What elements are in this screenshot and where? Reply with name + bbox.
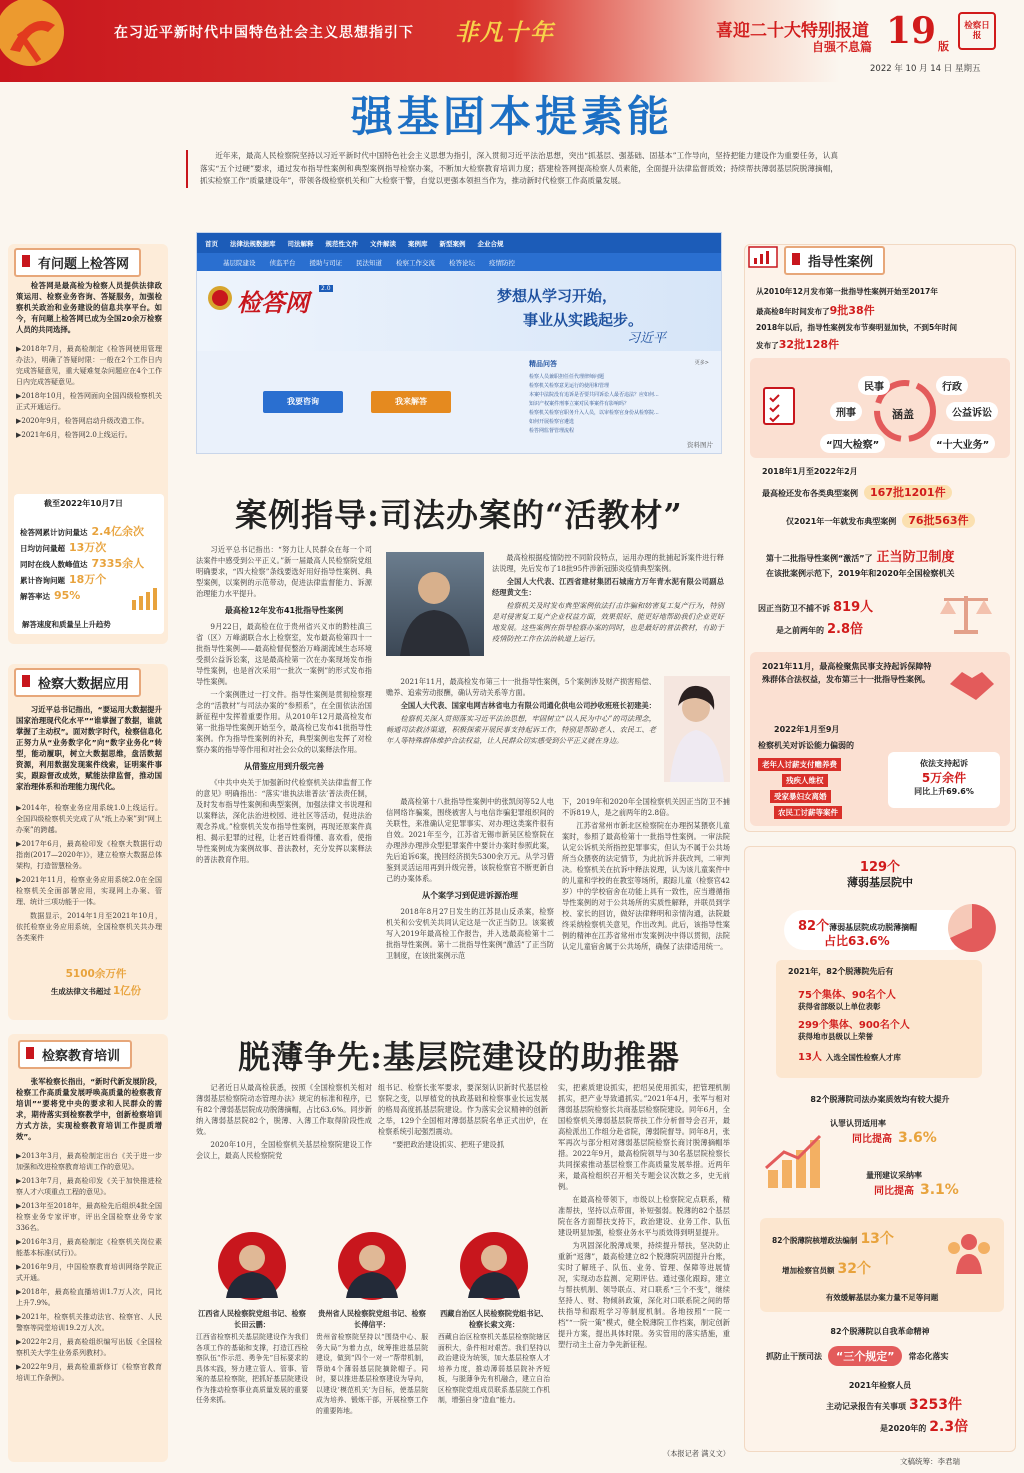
- pie-share-icon: [944, 900, 1000, 956]
- support-value: 5万余件: [921, 771, 967, 785]
- ring-item: 公益诉讼: [946, 402, 998, 421]
- paragraph: 组书记、检察长张军要求，要深刻认识新时代基层检察院之变，以厚植党的执政基础和检察事业长远发展的格局高度抓基层院建设。作为落实会议精神的创新之举，129个全国相对薄弱基层院名单正式出炉，在检察系统引起强烈震动。: [378, 1083, 548, 1136]
- civil-group: 受家暴妇女离婚: [770, 790, 831, 803]
- training-item: ▶2016年9月，中国检察教育培训网络学院正式开通。: [16, 1263, 162, 1282]
- nav-item[interactable]: 侦监平台: [269, 258, 296, 267]
- training-tag: 检察教育培训: [18, 1040, 132, 1069]
- civil-period: 2022年1月至9月: [774, 725, 840, 734]
- paragraph: 2018年8月27日发生的江苏昆山反杀案，检察机关和公安机关共同认定这是一次正当防卫。该案被写入2019年最高检工作报告，并入选最高检第十二批指导性案例。第十二批指导性案例“激活”了正当防卫制度，在该批案例示范: [386, 907, 554, 960]
- chart-board-icon: [748, 246, 778, 268]
- article1-col2: [386, 796, 554, 963]
- stat-row: 同时在线人数峰值达 7335余人: [20, 557, 145, 570]
- training-item: ▶2022年2月，最高检组织编写出版《全国检察机关大学生业务系列教材》。: [16, 1338, 162, 1357]
- civil-group: 残疾人维权: [782, 774, 828, 787]
- qa-body: [16, 280, 162, 444]
- spirit-line: 82个脱薄院以自我革命精神: [830, 1327, 930, 1336]
- qa-list-item[interactable]: 检察人员兼职担任任代理律师问题: [529, 374, 605, 380]
- portal-nav-bottom: [197, 253, 721, 271]
- paragraph: 为巩固深化脱薄成果，持续提升帮扶，坚决防止重新“返薄”，最高检建立82个脱薄院巩固提升台账，实时了解班子、队伍、业务、管理、保障等进展情况，实现动态监测、定期评估。通过强化跟踪，建立与帮扶机制、领导联点、对口联系“三个不变”，继续坚持人、财、物倾斜政策，深化对口联系院之间的帮扶指导和跟班学习等制度机制。各地按照“一院一档”“一院一策”模式，健全脱薄院工作档案，制定创新提升方案，提出具体时限。务实管用的落实措施，重塑行动主土奋力争先新征程。: [558, 1241, 730, 1349]
- quote-person: 全国人大代表、国家电网吉林省电力有限公司通化供电公司抄收班班长初建美：: [400, 701, 656, 710]
- award-item: 13人 入选全国性检察人才库: [798, 1052, 901, 1063]
- qa-list-item[interactable]: 本案中法院没有追诉是否要共同诉讼人最否违法？应如何...: [529, 392, 659, 398]
- stat-row: 累计咨询问题 18万个: [20, 573, 107, 586]
- ring-item: 民事: [858, 376, 890, 395]
- bar-growth-icon: [764, 1130, 824, 1190]
- qa-stats-foot: 解答速度和质量呈上升趋势: [22, 620, 111, 629]
- record-year: 2021年检察人员: [848, 1381, 912, 1390]
- portrait-caption-title: 贵州省人民检察院党组书记、检察长傅信平：: [318, 1309, 426, 1329]
- civil-line: 检察机关对诉讼能力偏弱的: [758, 741, 854, 750]
- portrait-caption-text: 西藏自治区检察机关基层检察院辖区面积大，条件相对艰苦。我们坚持以政治建设为统领，加大基层检察人才培养力度，推动薄弱基层院补齐短板，与脱薄争先有机融合，建立自治区检察院党组成员联系基层院工作机制，增强自身“造血”能力。: [438, 1333, 550, 1404]
- decade-logo: 非凡十年: [455, 19, 555, 46]
- weak-count: 129个: [859, 860, 901, 875]
- portrait-card-guizhou: [316, 1226, 428, 1462]
- photo-credit: 资料图片: [687, 441, 713, 449]
- defense-line3: 因正当防卫不捕不诉 819人: [758, 600, 874, 615]
- qa-stats-date: 截至2022年10月7日: [44, 499, 123, 508]
- checklist-icon: [762, 386, 798, 426]
- weak-success-line: 82个薄弱基层院成功脱薄摘帽: [798, 919, 918, 934]
- training-lead: 张军检察长指出，“新时代新发展阶段，检察工作高质量发展呼唤高质量的检察教育培训”“要将党中央的要求和人民群众的需求，期待落实到检察教学中，创新检察培训方式方法，实现检察教育培训工作提质增效”。: [16, 1077, 162, 1141]
- subheading: 从个案学习到促进诉源治理: [422, 891, 518, 900]
- article2-col3: [558, 1082, 730, 1444]
- nav-item[interactable]: 规范性文件: [325, 239, 358, 248]
- portrait-card-jiangxi: [196, 1226, 308, 1462]
- people-group-icon: [944, 1230, 994, 1274]
- article2-title: 脱薄争先:基层院建设的助推器: [238, 1038, 680, 1076]
- portal-qa-list: [529, 359, 709, 436]
- training-item: ▶2013年7月，最高检印发《关于加快推进检察人才六项重点工程的意见》。: [16, 1177, 162, 1196]
- subheading: 最高检12年发布41批指导性案例: [224, 606, 344, 615]
- portal-logo: 检答网: [237, 288, 309, 317]
- cases-line2: 最高检8年时间发布了9批38件: [756, 304, 875, 317]
- efficiency-2-value: 同比提高 3.1%: [874, 1182, 959, 1198]
- portrait-caption-title: 西藏自治区人民检察院党组书记、检察长索文亮：: [440, 1309, 548, 1329]
- staffing-c: 有效缓解基层办案力量不足等问题: [825, 1293, 939, 1302]
- paragraph: 习近平总书记指出：“努力让人民群众在每一个司法案件中感受到公平正义。”新一届最高人民检察院党组明确要求，“四大检察”条线要选好用好指导性案例、典型案例，以案例的示范带动，促进法律监督能力、诉源治理能力水平提升。: [196, 545, 372, 598]
- article1-photo1-text: [492, 552, 724, 646]
- photo-huang-wensheng: [386, 552, 484, 656]
- qa-list-title: 精品问答: [529, 360, 557, 368]
- efficiency-title: 82个脱薄院司法办案质效均有较大提升: [810, 1095, 950, 1104]
- article1-col1: [196, 544, 372, 1026]
- record-a: 主动记录报告有关事项 3253件: [826, 1397, 962, 1413]
- ring-center: 涵盖: [892, 408, 914, 421]
- support-label: 依法支持起诉: [920, 759, 968, 768]
- training-item: ▶2013年至2018年，最高检先后组织4批全国检察业务专家评审，评出全国检察业务专家336名。: [16, 1202, 162, 1232]
- bigdata-result-line: 生成法律文书超过 1亿份: [50, 985, 142, 997]
- awards-card: [776, 960, 982, 1078]
- training-item: ▶2022年9月，最高检重新修订《检察官教育培训工作条例》。: [16, 1363, 162, 1382]
- training-item: ▶2018年，最高检直播培训1.7万人次，同比上升7.9%。: [16, 1288, 162, 1307]
- paper-logo-text: 检察日报: [964, 21, 990, 41]
- qa-list-item[interactable]: 检察机关检察意见运行的使用和管理: [529, 383, 610, 389]
- staffing-a: 82个脱薄院核增政法编制 13个: [772, 1231, 894, 1247]
- stat-row: 检答网累计访问量达 2.4亿余次: [20, 525, 144, 538]
- paragraph: 江苏省常州市新北区检察院在办理拐某猥亵儿童案时，参照了最高检第十一批指导性案例。一审法院认定公诉机关所指控犯罪事实，但认为不属于公共场所当众猥亵的法定情节，为此抗诉并获改判，二审判决。检察机关在抗诉中释法说理，认为该儿童案件中的儿童和学校的在教室等场所，跟踪儿童（检察官42岁）中的学校宿舍在功能上具有一致性，应当遵循指导性案例的对于公共场所的实质性解释，并联员到学校、家长的回访，做好法律释明和亲情沟通，法院最终采纳检察机关意见，作出改判。此后，该指导性案例的精神在江苏省常州市发案例决中得以贯彻，法院认定儿童宿舍属于公共场所，确保了法律适用统一。: [562, 821, 730, 951]
- article2-col2: [378, 1082, 548, 1152]
- qa-stats-list: [20, 524, 144, 604]
- bigdata-item: 数据显示，2014年1月至2021年10月，依托检察业务应用系统，全国检察机关共办理各类案件: [16, 912, 162, 942]
- series-title: 喜迎二十大特别报道: [716, 21, 869, 41]
- staffing-b: 增加检察官员额 32个: [782, 1261, 871, 1277]
- efficiency-2: 量刑建议采纳率: [866, 1171, 922, 1180]
- photo-chu-jianmei: [664, 676, 730, 782]
- quote-text: 检察机关及时发布典型案例依法打击诈骗和妨害复工复产行为，特别是对侵害复工复产企业权益方面，效果很好、能更好地帮助我们企业更好地发展。这些案例在指导检察办案的同时，也是最好的普法教材，有助于疫情防控工作在法治轨道上运行。: [492, 601, 724, 643]
- civil-text: 2021年11月，最高检聚焦民事支持起诉保障特殊群体合法权益，发布第三十一批指导性案例。: [762, 662, 932, 684]
- paragraph: 最高检第十八批指导性案例中的张凯闵等52人电信网络诈骗案，围绕被害人与电信诈骗犯罪组织间的关联性，来准确认定犯罪事实、对办理这类案件很有自效。2021年至今，江苏省无锡市新吴区检察院在办理涉办理涉众型犯罪案件中要计办案时参照此案，先后追诉6案，挽回经济损失5300余万元。从学习借鉴到灵活运用再到升级完善，该院检察官不断更新自己的办案体系。: [386, 797, 554, 883]
- ring-item: 刑事: [830, 402, 862, 421]
- paragraph: 下，2019年和2020年全国检察机关因正当防卫不捕不诉819人，是之前两年的2.8倍。: [562, 797, 730, 817]
- defense-line4: 是之前两年的 2.8倍: [776, 622, 864, 637]
- masthead-slogan: 在习近平新时代中国特色社会主义思想指引下: [114, 25, 414, 41]
- page-headline: 强基固本提素能: [350, 92, 673, 141]
- paper-logo: [958, 12, 996, 50]
- nav-item[interactable]: 司法解释: [287, 239, 314, 248]
- civil-group: 老年人讨薪支付赡养费: [758, 758, 841, 771]
- masthead: [0, 0, 1024, 82]
- efficiency-1: 认罪认罚适用率: [830, 1119, 886, 1128]
- paragraph: 2020年10月，全国检察机关基层检察院建设工作会议上，最高人民检察院党: [196, 1140, 372, 1160]
- portal-nav-top: [197, 233, 721, 253]
- ask-button[interactable]: 我要咨询: [263, 391, 343, 413]
- portrait-caption-title: 江西省人民检察院党组书记、检察长田云鹏：: [198, 1309, 306, 1329]
- typical-row2: 仅2021年一年就发布典型案例 76批563件: [786, 512, 975, 528]
- awards-year-line: 2021年，82个脱薄院先后有: [788, 967, 894, 976]
- answer-button[interactable]: 我来解答: [371, 391, 451, 413]
- cases-line4: 发布了32批128件: [756, 338, 840, 351]
- portrait-official-icon: [438, 1226, 550, 1302]
- defense-line1: 第十二批指导性案例“激活”了 正当防卫制度: [766, 550, 955, 565]
- nav-item[interactable]: 新型案例: [439, 239, 466, 248]
- award-item: 75个集体、90名个人 获得省部级以上单位表彰: [798, 990, 896, 1011]
- procuratorate-emblem-icon: [207, 285, 233, 311]
- qa-list-item[interactable]: 知识产权案件刑事立案对民事案件有影响吗？: [529, 401, 630, 407]
- efficiency-1-value: 同比提高 3.6%: [852, 1130, 937, 1146]
- award-item: 299个集体、900名个人 获得地市县级以上荣誉: [798, 1020, 910, 1041]
- scale-of-justice-icon: [936, 590, 996, 636]
- nav-item[interactable]: 援助与司证: [309, 258, 342, 267]
- nav-item[interactable]: 案例库: [408, 239, 428, 248]
- stat-row: 日均访问量超 13万次: [20, 541, 107, 554]
- page-number: 19: [886, 10, 937, 52]
- portrait-official-icon: [196, 1226, 308, 1302]
- paragraph: “要把政治建设抓实、把班子建设抓: [392, 1140, 504, 1149]
- nav-item[interactable]: 文件解读: [370, 239, 396, 248]
- qa-item: ▶2020年9月，检答网启动升级改造工作。: [16, 417, 149, 425]
- issue-date: 2022 年 10 月 14 日 星期五: [870, 64, 981, 74]
- qa-list-item[interactable]: 检察机关检察官职务升入人员，以审检察官身份从检察院...: [529, 410, 659, 416]
- section-name: 自强不息篇: [812, 40, 873, 54]
- training-item: ▶2016年3月，最高检制定《检察机关岗位素能基本标准(试行)》。: [16, 1238, 162, 1257]
- qa-lead: 检答网是最高检为检察人员提供法律政策运用、检察业务咨询、答疑服务，加强检察机关政治和业务建设的信息共享平台。如今，有问题上检答网已成为全国20余万检察人员的共同选择。: [16, 281, 162, 334]
- article1-title: 案例指导:司法办案的“活教材”: [235, 496, 683, 534]
- party-emblem-icon: [0, 0, 110, 82]
- nav-item[interactable]: 基层院建设: [223, 258, 256, 267]
- quote-person: 全国人大代表、江西省建材集团石城南方万年青水泥有限公司副总经理黄文生：: [492, 577, 724, 597]
- qa-list-item[interactable]: 如何开展检察官遴选: [529, 419, 575, 425]
- page-unit: 版: [938, 40, 949, 53]
- coverage-ring-card: [750, 358, 1010, 458]
- paragraph: 实，把素质建设抓实，把绍吴使用抓实，把管理机制抓实，把产业导致通抓实。”2021年4月，张军与相对薄弱基层院检察长共商基层检察院建设。同年6月，全国检察机关薄弱基层院帮扶工作分析督导会召开，最高检派出工作组分赴省院，薄弱院督导。同年8月，张军再次与部分相对薄弱基层院检察长商讨脱薄摘帽举措。2022年9月，最高检院领导与30名基层院检察长共同探索推动基层检察工作高质量发展举措。近两年来，最高检组织召开相关专题会议次数之多，史无前例。: [558, 1083, 730, 1191]
- ring-item: 行政: [936, 376, 968, 395]
- lead-paragraph: [186, 150, 838, 188]
- qa-item: ▶2018年7月，最高检制定《检答网使用管理办法》，明确了答疑时限：一般在2个工作日内完成答疑意见，重大疑难复杂问题应在4个工作日内完成答疑意见。: [16, 345, 162, 386]
- portal-slogan-2: 事业从实践起步。: [523, 311, 644, 329]
- typical-period: 2018年1月至2022年2月: [762, 467, 858, 476]
- qa-list-more[interactable]: 更多>: [694, 360, 709, 366]
- article2-byline: [590, 1448, 730, 1461]
- support-bubble: [888, 752, 1000, 808]
- portrait-caption-text: 江西省检察机关基层院建设作为我们各项工作的基础和支撑，打造江西检察队伍“作示范、勇争先”目标要求的具体实践，努力建立管人、管事、管案的基层检察院，把抓好基层院建设作为推动检察事业高质量发展的重要任务来抓。: [196, 1333, 308, 1404]
- stat-row: 解答率达 95%: [20, 589, 81, 602]
- portrait-official-icon: [316, 1226, 428, 1302]
- qa-list-item[interactable]: 检答网监督管理流程: [529, 428, 575, 434]
- civil-support-card: [750, 652, 1010, 826]
- nav-item[interactable]: 检察工作交流: [396, 258, 435, 267]
- article1-col3: [562, 796, 730, 1028]
- ring-item: “四大检察”: [820, 434, 885, 453]
- bigdata-result-value: 5100余万件: [65, 968, 127, 980]
- training-item: ▶2021年，检察机关推动法官、检察官、人民警察等同堂培训19.2万人次。: [16, 1313, 162, 1332]
- paragraph: 一个案例胜过一打文件。指导性案例是贯彻检察理念的“活教材”与司法办案的“参照系”，在全面依法治国新征程中发挥着重要作用。从2010年12月最高检发布第一批指导性案例开始至今，最高检已发布41批指导性案例。作为指导性案例的补充，典型案例也发挥了对检察办案的指导等作用和对社会公众的以案释法作用。: [196, 690, 372, 754]
- bigdata-item: ▶2014年，检察业务应用系统1.0上线运行。全国四级检察机关完成了从“纸上办案”到“网上办案”的跨越。: [16, 804, 162, 834]
- subheading: 从借鉴应用到升级完善: [244, 762, 324, 771]
- typical-row1: 最高检还发布各类典型案例 167批1201件: [762, 484, 952, 500]
- rule-line: 抓防止干预司法 “三个规定” 常态化落实: [766, 1346, 1006, 1366]
- portrait-caption-text: 贵州省检察院坚持以“围绕中心、服务大局”为着力点，统筹推进基层院建设，做到“四个一对一”帮带机制，帮助4个薄弱基层院摘除帽子。同时，要以推进基层检察建设为导向，以建设‘模范机关’为目标，使基层院成为培养、锻炼干部，开展检察工作的重要阵地。: [316, 1333, 428, 1415]
- paragraph: 最高检根据疫情防控不同阶段特点，运用办理的批捕起诉案件进行释法说理，先后发布了18批95件涉新冠肺炎疫情典型案例。: [492, 553, 724, 573]
- nav-item[interactable]: 检答论坛: [449, 258, 475, 267]
- defense-line2: 在该批案例示范下，2019年和2020年全国检察机关: [766, 569, 955, 578]
- portrait-woman-icon: [664, 676, 730, 782]
- civil-group: 农民工讨薪等案件: [774, 806, 842, 819]
- growth-chart-icon: [130, 586, 160, 610]
- weak-success-pill: [784, 910, 970, 950]
- support-growth: 同比上升69.6%: [914, 787, 974, 796]
- weak-share: 占比63.6%: [824, 934, 890, 948]
- paragraph: 《中共中央关于加强新时代检察机关法律监督工作的意见》明确指出：“落实‘谁执法谁普法’普法责任制，及时发布指导性案例和典型案例，加强法律文书说理和以案释法，深化法治进校园、进社区等活动，促进法治观念养成。”检察机关发布指导性案例，再现还原案件真相、揭示犯罪的过程，让老百姓看得懂、喜欢看，使指导性案例成为案例故事、普法教材，充分发挥以案释法的普法教育作用。: [196, 778, 372, 864]
- cases-tag: 指导性案例: [784, 246, 885, 275]
- lead-text: 近年来，最高人民检察院坚持以习近平新时代中国特色社会主义思想为指引，深入贯彻习近平法治思想，突出“抓基层、强基础、固基本”工作导向，坚持把能力建设作为重要任务，认真落实“五个过硬”要求，通过发布指导性案例和典型案例指导检察办案，不断加大检察教育培训力度；搭建检答网提高检察人员素能，全面提升法律监督质效；持续帮扶薄弱基层院脱薄摘帽，抓实检察工作“质量建设年”，带领各级检察机关和广大检察干警，自觉以更强本领担当作为，推动新时代检察工作高质量发展。: [200, 151, 838, 185]
- qa-item: ▶2021年6月，检答网2.0上线运行。: [16, 431, 132, 439]
- training-body: [16, 1076, 162, 1387]
- paragraph: 9月22日，最高检在位于贵州省兴义市的黔桂滇三省（区）万峰湖联合水上检察室，发布最高检第四十一批指导性案例——最高检督促整治万峰湖流域生态环境受损公益诉讼案，这是最高检第一次在办案现场发布指导性案例，也是首次采用“一批次一案例”的形式发布指导性案例。: [196, 622, 372, 686]
- qa-tag: 有问题上检答网: [14, 248, 141, 277]
- portal-screenshot: [196, 232, 722, 454]
- bigdata-body: [16, 704, 162, 947]
- article2-col1: [196, 1082, 372, 1163]
- staffing-card: [760, 1218, 1004, 1312]
- byline: （本报记者 满义文）: [663, 1449, 730, 1458]
- nav-item[interactable]: 企业合规: [477, 239, 504, 248]
- training-item: ▶2013年3月，最高检制定出台《关于进一步加强和改进检察教育培训工作的意见》。: [16, 1152, 162, 1171]
- editor-credit: 文稿统筹：李君瑞: [900, 1457, 960, 1466]
- bigdata-item: ▶2017年6月，最高检印发《检察大数据行动指南(2017—2020年)》，建立检察大数据总体架构，打造智慧检务。: [16, 840, 162, 870]
- nav-item[interactable]: 民法知道: [356, 258, 382, 267]
- paragraph: 记者近日从最高检获悉，按照《全国检察机关相对薄弱基层检察院动态管理办法》规定的标准和程序，已有82个薄弱基层院成功脱薄摘帽，占比63.6%。同步新纳入薄弱基层院82个，脱薄、入薄工作取得阶段性成效。: [196, 1083, 372, 1136]
- portrait-card-xizang: [438, 1226, 550, 1462]
- portal-signature: 习近平: [627, 331, 667, 346]
- bigdata-tag: 检察大数据应用: [14, 668, 141, 697]
- portal-banner: [197, 271, 722, 351]
- bigdata-result: [28, 966, 164, 998]
- record-b: 是2020年的 2.3倍: [880, 1419, 969, 1435]
- nav-item[interactable]: 首页: [205, 239, 218, 248]
- cases-line1: 从2010年12月发布第一批指导性案例开始至2017年: [756, 287, 938, 296]
- ring-item: “十大业务”: [930, 434, 995, 453]
- quote-text: 检察机关深入贯彻落实习近平法治思想，牢固树立“以人民为中心”的司法理念，畅通司法救济渠道，积极探索开展民事支持起诉工作，特别是帮助老人、农民工、老年人等特殊群体维护合法权益，让人民群众切实感受到公平正义就在身边。: [386, 714, 656, 745]
- portal-buttons: [237, 385, 457, 421]
- portrait-man-icon: [386, 552, 484, 656]
- paragraph: 在最高检带领下，市级以上检察院定点联系，精准帮扶，坚持以点带面，补短强弱。脱薄的82个基层院在各方面帮扶支持下，政治建设、业务工作、队伍建设明显加强，检察业务水平与质效得到明显提升。: [558, 1195, 730, 1237]
- nav-item[interactable]: 疫情防控: [489, 258, 515, 267]
- handshake-icon: [946, 662, 998, 706]
- portal-logo-version: 2.0: [321, 285, 331, 292]
- nav-item[interactable]: 法律法规数据库: [230, 239, 276, 248]
- three-rules-badge: “三个规定”: [828, 1346, 902, 1366]
- cases-line3: 2018年以后，指导性案例发布节奏明显加快，不到5年时间: [756, 323, 958, 332]
- bigdata-item: ▶2021年11月，检察业务应用系统2.0在全国检察机关全面部署应用，实现网上办案、管理、统计三项功能于一体。: [16, 876, 162, 906]
- paragraph: 2021年11月，最高检发布第三十一批指导性案例，5个案例涉及财产损害赔偿、赡养、追索劳动报酬，确认劳动关系等方面。: [386, 677, 656, 697]
- weak-label: 薄弱基层院中: [847, 876, 913, 889]
- bigdata-lead: 习近平总书记指出，“要运用大数据提升国家治理现代化水平”“谁掌握了数据，谁就掌握了主动权”。面对数字时代，检察信息化正努力从“业务数字化”向“数字业务化”转型，能动履职，树立大数据思维，盘活数据资源，利用数据发现案件线索，证明案件事实，跟踪督改成效，赋能法律监督，推动国家治理体系和治理能力现代化。: [16, 705, 162, 791]
- qa-stats-card: [14, 494, 164, 634]
- qa-item: ▶2018年10月，检答网面向全国四级检察机关正式开通运行。: [16, 392, 162, 411]
- article1-photo2-text: [386, 676, 656, 748]
- portal-slogan-1: 梦想从学习开始，: [497, 287, 618, 305]
